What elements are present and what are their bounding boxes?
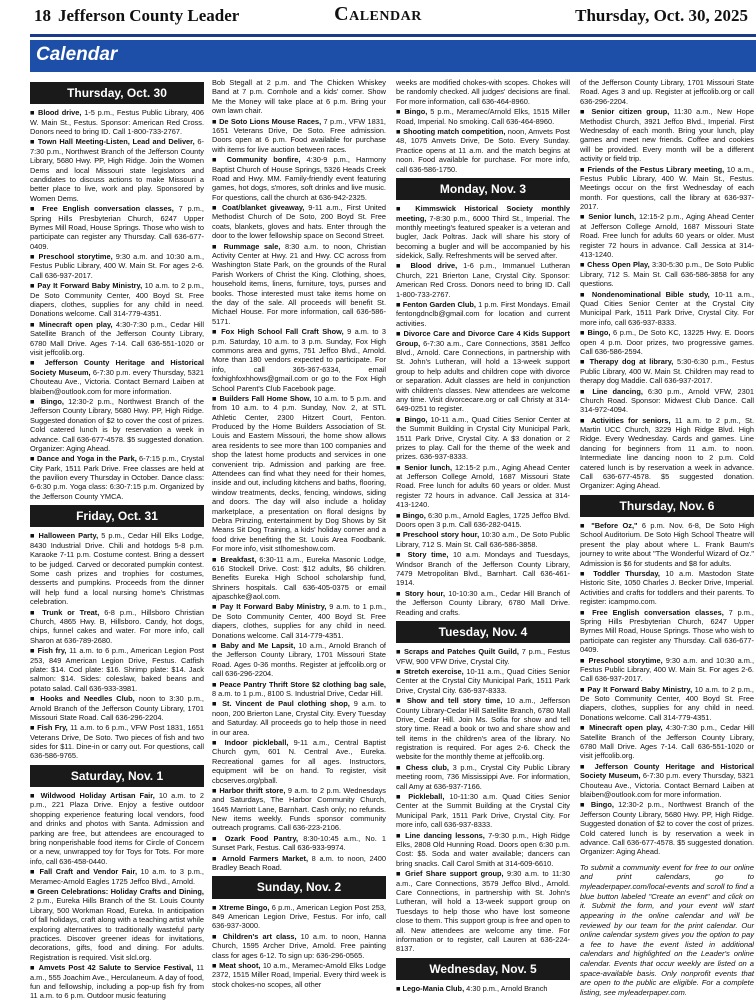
event-title: Bingo, (590, 800, 614, 810)
event-title: Story time, (407, 550, 449, 560)
event-listing: ■ Scraps and Patches Quilt Guild, 7 p.m., Festus VFW, 900 VFW Drive, Crystal City. (396, 647, 570, 666)
event-title: Bingo, (404, 414, 428, 424)
event-title: Children's art class, (222, 931, 297, 941)
event-listing: ■ Divorce Care and Divorce Care 4 Kids Support Group, 6-7:30 a.m., Care Connections, 3581 Jeffco Blvd., Arnold. Care Connections, in partnership with St. John's Lutheran, will hold a 13-week support group to help adults and children cope with divorce or separation. Adult classes are held in conjunction with children's classes. New attendees are welcome any time. Visit divorcecare.org or call Christy at 314-649-0251 to register. (396, 329, 570, 414)
event-details: 10 a.m., Arnold Branch of the Jefferson County Library, 1701 Missouri State Road. Ages 0-36 months. Register at jeffcolib.org or call 636-296-2204. (212, 641, 386, 679)
event-listing: ■ Shooting match competition, noon, Amvets Post 48, 1075 Amvets Drive, De Soto. Every Sunday. Practice opens at 11 a.m. and the match begins at noon. Food available for purchase. For more info, call 636-586-1750. (396, 126, 570, 174)
event-listing: ■ Breakfast, 6:30-11 a.m., Eureka Masonic Lodge, 616 Stockell Drive. Cost: $12 adults, $6 children. Benefits Eureka High School scholarship fund, Shriners hospitals. Call 636-405-0375 or email ajpaschke@aol.com. (212, 554, 386, 602)
event-title: Fenton Garden Club, (402, 300, 476, 310)
event-listing: ■ Wildwood Holiday Artisan Fair, 10 a.m. to 2 p.m., 221 Plaza Drive. Enjoy a festive outdoor shopping experience featuring local vendors, food and drinks and photos with Santa. Admission and parking are free, but attendees are encouraged to bring nonperishable food items for Circle of Concern or a new, unwrapped toy for Toys for Tots. For more info, call 636-458-0440. (30, 791, 204, 866)
event-details: 10 a.m., Jefferson County Library-Cedar Hill Satellite Branch, 6780 Mall Drive, Cedar Hill. Join Ms. Sofia for show and tell story time. Read a book or two and share show and tell items in the children's area of the library. No registration is required. For ages 2-6. Check the website for the monthly theme at jeffcolib.org. (396, 696, 570, 762)
event-title: Blood drive, (37, 108, 82, 118)
event-details: 12:15-2 p.m., Aging Ahead Center at Jefferson College Arnold, 1687 Missouri State Road. Free lunch for adults 60 years or older. Must register 72 hours in advance. Call Jessica at 314-413-1240. (396, 462, 570, 510)
event-listing: ■ Dance and Yoga in the Park, 6-7:15 p.m., Crystal City Park, 1511 Park Drive. Free classes are held at the pavilion every Thursday in October. Dance class: 6-6:30 p.m. Yoga class: 6:30-7:15 p.m. Organized by the Jefferson County YMCA. (30, 454, 204, 501)
event-title: Lego-Mania Club, (402, 983, 465, 993)
event-listing: ■ Activities for seniors, 11 a.m. to 2 p.m., St. Martin UCC Church, 3229 High Ridge Blvd. High Ridge. Every Wednesday. Cards and games. Line dancing for beginners from 11 a.m. to noon. Intermediate line dancing noon to 2 p.m. Cold catered lunch is by reservation a week in advance. Call 636-677-4578. $5 suggested donation. Organizer: Aging Ahead. (580, 415, 754, 491)
event-listing: ■ Blood drive, 1-6 p.m., Immanuel Lutheran Church, 221 Brierton Lane, Crystal City. Sponsor: American Red Cross. Donors need to bring ID. Call 1-800-733-2767. (396, 261, 570, 299)
event-listing: ■ Halloween Party, 5 p.m., Cedar Hill Elks Lodge, 8430 Industrial Drive. Chili and hotdogs 5-8 p.m. Karaoke 7-11 p.m. Costume contest. Bring a dessert to be judged. Carved or decorated pumpkin contest. Some cash prizes and trophies for costumes, desserts and pumpkins. Proceeds from the dinner will help fund a local nursing home's Christmas celebration. (30, 531, 204, 607)
event-details: 8:30 a.m. to noon, Christian Activity Center at Hwy. 21 and Hwy. CC across from Washington State Park, on the grounds of the Rural Parish Workers of Christ the King. Clothing, shoes, household items, linens, furniture, toys, purses and books. Those interested must take items home on the day of the sale. All proceeds will benefit St. Michael House. For more information, call 636-586-5171. (212, 241, 386, 326)
event-title: Bingo, (404, 107, 428, 117)
event-title: Harbor thrift store, (219, 785, 286, 795)
event-details: 7 p.m., Festus VFW, 900 VFW Drive, Crystal City. (396, 647, 570, 666)
event-title: Chess Open Play, (587, 260, 650, 270)
page-number: 18 (34, 6, 51, 25)
event-listing: ■ Arnold Farmers Market, 8 a.m. to noon, 2400 Bradley Beach Road. (212, 853, 386, 873)
event-title: Senior citizen group, (591, 107, 670, 117)
event-details: 10 a.m. to 2 p.m., 221 Plaza Drive. Enjoy a festive outdoor shopping experience featuring local vendors, food and drinks and photos with Santa. Admission and parking are free, but attendees are encouraged to bring nonperishable food items for Circle of Concern or a new, unwrapped toy for Toys for Tots. For more info, call 636-458-0440. (30, 791, 204, 866)
page-header (0, 0, 756, 34)
event-details: 10 a.m. to 2 p.m., De Soto Community Center, 400 Boyd St. Free diapers, clothes, supplies for any child in need. Donations welcome. Call 314-779-4351. (580, 684, 754, 722)
day-heading: Sunday, Nov. 2 (212, 876, 386, 898)
event-details: 7-8:30 p.m., 6000 Third St., Imperial. The monthly meeting's featured speaker is a veteran and bugler, Jack Poltras. Jack will share his story of becoming a bugler and will be accompanied by his sidekick, Sally. Refreshments will be served after. (396, 213, 570, 261)
event-listing: ■ Pickleball, 10-11:30 a.m. Quad Cities Senior Center at the Summit Building at the Crystal City Municipal Park, 1511 Park Drive, Crystal City. For more info, call 636-937-8333. (396, 792, 570, 830)
event-listing: ■ Bingo, 10-11 a.m., Quad Cities Senior Center at the Summit Building in Crystal City Municipal Park, 1511 Park Drive, Crystal City. A $3 donation or 2 prizes to play. Call for the theme of the week and prizes. 636-937-8333. (396, 414, 570, 462)
event-details: 12:30-2 p.m., Northwest Branch of the Jefferson County Library, 5680 Hwy. PP, High Ridge. Suggested donation of $2 to cover the cost of prizes. Cold catered lunch is by reservation a week in advance. Call 636-677-4578. $5 suggested donation. Organizer: Aging Ahead. (580, 800, 754, 857)
event-listing: ■ Coat/blanket giveaway, 9-11 a.m., First United Methodist Church of De Soto, 200 Boyd St. Free coats, blankets, gloves and hats. Enter through the door to the lower fellowship space on Second Street. (212, 203, 386, 241)
event-title: Rummage sale, (223, 241, 281, 251)
event-details: 11 a.m., 555 Joachim Ave., Herculaneum. A day of food, fun and fellowship, including a pop-up fish fry from 11 a.m. to 6 p.m. Outdoor music featuring (30, 963, 204, 1001)
event-title: Fall Craft and Vendor Fair, (39, 867, 137, 877)
event-title: Bingo, (40, 396, 64, 406)
event-title: Halloween Party, (38, 531, 99, 541)
event-details: 8 a.m. to 1 p.m., 8100 S. Industrial Drive, Cedar Hill. (212, 689, 383, 698)
event-details: 6-8 p.m., Hillsboro Christian Church, 4865 Hwy. B, Hillsboro. Candy, hot dogs, chips, funnel cakes and water. For more info, call Sharon at 636-789-2680. (30, 607, 204, 645)
event-title: "Before Oz," (591, 521, 638, 531)
event-listing: ■ Therapy dog at library, 5:30-6:30 p.m., Festus Public Library, 400 W. Main St. Children may read to therapy dog Maddie. Call 636-937-2017. (580, 357, 754, 386)
event-title: Coat/blanket giveaway, (221, 203, 305, 213)
event-title: Baby and Me Lapsit, (220, 641, 296, 651)
event-title: Blood drive, (410, 261, 458, 271)
event-title: Toddler Thursday, (593, 568, 660, 578)
event-details: 9:30 a.m. and 10:30 a.m., Festus Public Library, 400 W. Main St. For ages 2-6. Call 636-937-2017. (580, 655, 754, 684)
event-title: Bingo, (587, 328, 611, 338)
event-details: 11:30 a.m., New Hope Methodist Church, 3921 Jeffco Blvd., Imperial. First Wednesday of each month. Bring your lunch, play games and meet new friends. Coffee and cookies will be provided. Every month will be a different activity or field trip. (580, 107, 754, 164)
event-title: Pickleball, (408, 792, 445, 802)
event-listing: ■ Senior citizen group, 11:30 a.m., New Hope Methodist Church, 3921 Jeffco Blvd., Imperial. First Wednesday of each month. Bring your lunch, play games and meet new friends. Coffee and cookies will be provided. Every month will be a different activity or field trip. (580, 107, 754, 164)
event-details: 4:30 p.m., Arnold Branch (464, 983, 548, 993)
event-listing: ■ Free English conversation classes, 7 p.m., Spring Hills Presbyterian Church, 6247 Upper Byrnes Mill Road, House Springs. Those who wish to participate can register any Thursday. Call 636-677-0409. (30, 204, 204, 251)
event-listing: ■ Minecraft open play, 4:30-7:30 p.m., Cedar Hill Satellite Branch of the Jefferson County Library, 6780 Mall Drive. Ages 7-14. Call 636-551-1020 or visit jeffcolib.org. (580, 723, 754, 761)
column-2 (212, 78, 386, 989)
event-details: 12:15-2 p.m., Aging Ahead Center at Jefferson College Arnold, 1687 Missouri State Road. Free lunch for adults 60 years or older. Must register 72 hours in advance. Call Jessica at 314-413-1240. (580, 212, 754, 260)
event-listing: ■ De Soto Lions Mouse Races, 7 p.m., VFW 1831, 1651 Veterans Drive, De Soto. Free admission. Doors open at 6 p.m. Food available for purchase with items for live auction between races. (212, 116, 386, 154)
event-title: Fish Fry, (37, 723, 68, 733)
submission-note: To submit a community event for free to our online and print calendars, go to myleaderpaper.com/local-events and scroll to find a blue button labeled "Create an event" and click on it. Submit the form, and your event will start appearing in the online calendar and will be reviewed by our team for the print calendar. Our online calendar system gives you the option to pay a fee to have the event listed in additional calendars and highlighted on the Leader's online calendar. Events that occur weekly are listed on a space-available basis. Only nonprofit events that are open to the public are eligible. For a complete listing, see myleaderpaper.com. (580, 862, 754, 998)
day-heading: Monday, Nov. 3 (396, 178, 570, 200)
event-title: Town Hall Meeting-Listen, Lead and Deliver, (37, 137, 195, 147)
event-title: Shooting match competition, (403, 126, 506, 136)
event-listing: ■ St. Vincent de Paul clothing shop, 9 a.m. to noon, 200 Brierton Lane, Crystal City. Every Tuesday and Saturday. All proceeds go to help those in need in our area. (212, 699, 386, 737)
event-listing: ■ Bingo, 12:30-2 p.m., Northwest Branch of the Jefferson County Library, 5680 Hwy. PP, High Ridge. Suggested donation of $2 to cover the cost of prizes. Cold catered lunch is by reservation a week in advance. Call 636-677-4578. $5 suggested donation. Organizer: Aging Ahead. (30, 396, 204, 453)
event-details: 6-7:30 a.m., Care Connections, 3581 Jeffco Blvd., Arnold. Care Connections, in partnership with St. John's Lutheran, will hold a 13-week support group to help adults and children cope with divorce or separation. Adult classes are held in conjunction with children's classes. New attendees are welcome any time. Visit divorcecare.org or call Christy at 314-649-0251 to register. (396, 338, 570, 414)
event-listing: ■ Free English conversation classes, 7 p.m., Spring Hills Presbyterian Church, 6247 Upper Byrnes Mill Road, House Springs. Those who wish to participate can register any Thursday. Call 636-677-0409. (580, 607, 754, 655)
event-details: 6 p.m. Nov. 6-8, De Soto High School Auditorium. De Soto High School Theatre will present the play about where L. Frank Baum's journey to write about "The Wonderful Wizard of Oz." Admission is $6 for students and $8 for adults. (580, 521, 754, 568)
column-1 (30, 78, 205, 1001)
event-title: Breakfast, (220, 554, 257, 564)
event-details: 6:30 p.m., Arnold VFW, 2301 Church Road. Sponsor: Midwest Club Dance. Call 314-972-4094. (580, 386, 754, 415)
event-title: Jefferson County Heritage and Historical Society Museum, (580, 761, 754, 781)
event-listing: ■ Story hour, 10-10:30 a.m., Cedar Hill Branch of the Jefferson County Library, 6780 Mall Drive. Reading and crafts. (396, 588, 570, 617)
event-listing: ■ Pay It Forward Baby Ministry, 9 a.m. to 1 p.m., De Soto Community Center, 400 Boyd St. Free diapers, clothes, supplies for any child in need. Donations welcome. Call 314-779-4351. (212, 602, 386, 640)
event-title: Preschool story hour, (402, 530, 480, 540)
event-listing: ■ Fish fry, 11 a.m. to 6 p.m., American Legion Post 253, 849 American Legion Drive, Festus. Catfish plate: $14. Cod plate: $16. Shrimp plate: $14. Jack salmon: $14. Sides: coleslaw, baked beans and potato salad. Call 636-933-3981. (30, 646, 204, 693)
event-listing: ■ Friends of the Festus Library meeting, 10 a.m., Festus Public Library, 400 W. Main St., Festus. Meetings occur on the first Wednesday of each month. For questions, call the library at 636-937-2017. (580, 164, 754, 212)
event-title: Peace Pantry Thrift Store $2 clothing bag sale, (219, 679, 386, 689)
event-details: 10 a.m. Mastodon State Historic Site, 1050 Charles J. Becker Drive, Imperial. Activities and crafts for toddlers and their parents. To register: icampmo.com. (580, 568, 754, 607)
event-listing: ■ Jefferson County Heritage and Historical Society Museum, 6-7:30 p.m. every Thursday, 5321 Chouteau Ave., Victoria. Contact Bernard Laiben at blaiben@outlook.com for more information. (580, 761, 755, 799)
event-listing: ■ "Before Oz," 6 p.m. Nov. 6-8, De Soto High School Auditorium. De Soto High School Theatre will present the play about where L. Frank Baum's journey to write about "The Wonderful Wizard of Oz." Admission is $6 for students and $8 for adults. (580, 521, 754, 568)
event-details: 2 p.m., Eureka Hills Branch of the St. Louis County Library, 500 Workman Road, Eureka. In anticipation of fall holidays, craft along with a teaching artist while exploring alternatives to traditionally wasteful party practices. Discover greener ideas for invitations, decorations, gifts, food and dining. For adults. Registration is required. Visit slcl.org. (30, 896, 204, 962)
event-listing: ■ Trunk or Treat, 6-8 p.m., Hillsboro Christian Church, 4865 Hwy. B, Hillsboro. Candy, hot dogs, chips, funnel cakes and water. For more info, call Sharon at 636-789-2680. (30, 607, 204, 645)
day-heading: Wednesday, Nov. 5 (396, 958, 570, 980)
event-title: Therapy dog at library, (589, 357, 674, 367)
event-details: 3 p.m., Crystal City Public Library meeting room, 736 Mississippi Ave. For information, call Amy at 636-937-7166. (396, 762, 570, 791)
event-title: Stretch exercise, (403, 666, 464, 676)
event-details: 6-7:30 p.m. every Thursday, 5321 Chouteau Ave., Victoria. Contact Bernard Laiben at blaiben@outlook.com for more information. (580, 771, 755, 799)
event-listing: ■ Xtreme Bingo, 6 p.m., American Legion Post 253, 849 American Legion Drive, Festus. For info, call 636-937-3000. (212, 902, 386, 931)
calendar-banner (30, 40, 756, 72)
event-listing: ■ Peace Pantry Thrift Store $2 clothing bag sale, 8 a.m. to 1 p.m., 8100 S. Industrial Drive, Cedar Hill. (212, 679, 386, 698)
event-title: Fish fry, (37, 646, 67, 656)
event-title: Preschool storytime, (588, 655, 663, 665)
event-listing: ■ Jefferson County Heritage and Historical Society Museum, 6-7:30 p.m. every Thursday, 5321 Chouteau Ave., Victoria. Contact Bernard Laiben at blaiben@outlook.com for more information. (30, 358, 205, 396)
event-listing: ■ Preschool story hour, 10:30 a.m., De Soto Public Library, 712 S. Main St. Call 636-586-3858. (396, 530, 570, 549)
event-title: Meat shoot, (219, 961, 261, 970)
event-details: 6 p.m., American Legion Post 253, 849 American Legion Drive, Festus. For info, call 636-937-3000. (212, 902, 386, 931)
event-title: Grief Share support group, (405, 869, 504, 879)
event-title: Line dancing, (592, 386, 643, 396)
event-details: 10 a.m. to 3 p.m., Meramec-Arnold Eagles 1725 Jeffco Blvd., Arnold. (30, 867, 204, 886)
event-details: 10-10:30 a.m., Cedar Hill Branch of the Jefferson County Library, 6780 Mall Drive. Reading and crafts. (396, 588, 570, 617)
event-title: De Soto Lions Mouse Races, (219, 116, 322, 126)
event-listing: ■ Ozark Food Pantry, 8:30-10:45 a.m., No. 1 Sunset Park, Festus. Call 636-933-9974. (212, 833, 386, 853)
event-title: Wildwood Holiday Artisan Fair, (40, 791, 155, 801)
day-heading: Thursday, Oct. 30 (30, 82, 204, 104)
event-details: 9-11 a.m., First United Methodist Church of De Soto, 200 Boyd St. Free coats, blankets, gloves and hats. Enter through the door to the lower fellowship space on Second Street. (212, 203, 386, 241)
event-title: Minecraft open play, (39, 319, 113, 329)
event-listing: ■ Pay It Forward Baby Ministry, 10 a.m. to 2 p.m., De Soto Community Center, 400 Boyd St. Free diapers, clothes, supplies for any child in need. Donations welcome. Call 314-779-4351. (30, 281, 204, 319)
event-listing: ■ Preschool storytime, 9:30 a.m. and 10:30 a.m., Festus Public Library, 400 W. Main St. For ages 2-6. Call 636-937-2017. (30, 252, 204, 280)
event-title: Pay It Forward Baby Ministry, (37, 281, 143, 291)
event-listing: ■ Senior lunch, 12:15-2 p.m., Aging Ahead Center at Jefferson College Arnold, 1687 Missouri State Road. Free lunch for adults 60 years or older. Must register 72 hours in advance. Call Jessica at 314-413-1240. (396, 462, 570, 510)
event-details: 11 a.m. to 6 p.m., American Legion Post 253, 849 American Legion Drive, Festus. Catfish plate: $14. Cod plate: $16. Shrimp plate: $14. Jack salmon: $14. Sides: coleslaw, baked beans and potato salad. Call 636-933-3981. (30, 646, 204, 693)
event-listing: ■ Indoor pickleball, 9-11 a.m., Central Baptist Church gym, 601 N. Central Ave., Eureka. Recreational games for all ages. Instructors, equipment will be on hand. To register, visit cbcserves.org/pball. (212, 737, 386, 785)
event-title: Chess club, (405, 762, 449, 772)
column-4 (580, 78, 755, 998)
event-listing: ■ Line dancing, 6:30 p.m., Arnold VFW, 2301 Church Road. Sponsor: Midwest Club Dance. Call 314-972-4094. (580, 386, 754, 415)
event-title: Ozark Food Pantry, (224, 833, 299, 843)
event-details: 6-7:15 p.m., Crystal City Park, 1511 Park Drive. Free classes are held at the pavilion every Thursday in October. Dance class: 6-6:30 p.m. Yoga class: 6:30-7:15 p.m. Organized by the Jefferson County YMCA. (30, 454, 204, 501)
event-details: 6:30-11 a.m., Eureka Masonic Lodge, 616 Stockell Drive. Cost: $12 adults, $6 children. Benefits Eureka High School scholarship fund, Shriners hospitals. Call 636-405-0375 or email ajpaschke@aol.com. (212, 554, 386, 602)
event-continuation: weeks are modified chokes-with scopes. Chokes will be randomly checked. All judges' decisions are final. For more information, call 636-464-8960. (396, 78, 570, 106)
event-title: Free English conversation classes, (42, 204, 174, 214)
event-details: 10-11:30 a.m. Quad Cities Senior Center at the Summit Building at the Crystal City Municipal Park, 1511 Park Drive, Crystal City. For more info, call 636-937-8333. (396, 792, 570, 830)
event-listing: ■ Kimmswick Historical Society monthly meeting, 7-8:30 p.m., 6000 Third St., Imperial. The monthly meeting's featured speaker is a veteran and bugler, Jack Poltras. Jack will share his story of becoming a bugler and will be accompanied by his sidekick, Sally. Refreshments will be served after. (396, 204, 570, 261)
event-details: 8 a.m. to noon, 2400 Bradley Beach Road. (212, 853, 386, 873)
banner-title: Calendar (36, 44, 118, 65)
event-title: Xtreme Bingo, (219, 902, 270, 912)
event-title: Senior lunch, (588, 212, 637, 222)
event-title: Kimmswick Historical Society monthly meeting, (396, 204, 570, 223)
event-listing: ■ Nondenominational Bible study, 10-11 a.m., Quad Cities Senior Center at the Crystal City Municipal Park, 1511 Park Drive, Crystal City. For more info, call 636-937-8333. (580, 289, 754, 327)
event-details: 7 p.m., VFW 1831, 1651 Veterans Drive, De Soto. Free admission. Doors open at 6 p.m. Food available for purchase with items for live auction between races. (212, 116, 386, 154)
event-details: 6-7:30 p.m., Northwest Branch of the Jefferson County Library, 5680 Hwy. PP, High Ridge. Join the Women Dems and local Missouri state legislators and candidates to discuss actions to make Missouri a better place to live, work and play. Sponsored by Women Dems. (30, 137, 205, 203)
event-listing: ■ Meat shoot, 10 a.m., Meramec-Arnold Elks Lodge 2372, 1515 Miller Road, Imperial. Every third week is stock chokes-no scopes, all other (212, 961, 386, 989)
event-title: Green Celebrations: Holiday Crafts and Dining, (37, 887, 204, 896)
column-3 (396, 78, 570, 993)
event-details: noon, Amvets Post 48, 1075 Amvets Drive, De Soto. Every Sunday. Practice opens at 11 a.m. and the match begins at noon. Food available for purchase. For more info, call 636-586-1750. (396, 126, 570, 174)
event-details: 4:30-9 p.m., Harmony Baptist Church of House Springs, 5326 Heads Creek Road and Hwy. MM. Family-friendly event featuring games, hot dogs, s'mores, soft drinks and live music. For questions, call the church at 636-942-2325. (212, 155, 386, 202)
event-title: St. Vincent de Paul clothing shop, (222, 699, 350, 709)
event-listing: ■ Preschool storytime, 9:30 a.m. and 10:30 a.m., Festus Public Library, 400 W. Main St. For ages 2-6. Call 636-937-2017. (580, 655, 754, 684)
event-details: 11 a.m. to 2 p.m., St. Martin UCC Church, 3229 High Ridge Blvd. High Ridge. Every Wednesday. Cards and games. Line dancing for beginners from 11 a.m. to noon. Intermediate line dancing noon to 2 p.m. Cold catered lunch is by reservation a week in advance. Call 636-677-4578. $5 suggested donation. Organizer: Aging Ahead. (580, 415, 754, 491)
event-title: Community bonfire, (226, 155, 301, 165)
event-listing: ■ Community bonfire, 4:30-9 p.m., Harmony Baptist Church of House Springs, 5326 Heads Creek Road and Hwy. MM. Family-friendly event featuring games, hot dogs, s'mores, soft drinks and live music. For questions, call the church at 636-942-2325. (212, 155, 386, 202)
event-title: Fox High School Fall Craft Show, (221, 327, 344, 337)
event-listing: ■ Story time, 10 a.m. Mondays and Tuesdays, Windsor Branch of the Jefferson County Library, 7479 Metropolitan Blvd., Barnhart. Call 636-461-1914. (396, 550, 570, 588)
event-listing: ■ Lego-Mania Club, 4:30 p.m., Arnold Branch (396, 983, 548, 993)
event-title: Pay It Forward Baby Ministry, (587, 684, 693, 694)
event-details: 9:30 a.m. and 10:30 a.m., Festus Public Library, 400 W. Main St. For ages 2-6. Call 636-937-2017. (30, 252, 204, 280)
event-listing: ■ Green Celebrations: Holiday Crafts and Dining, 2 p.m., Eureka Hills Branch of the St. Louis County Library, 500 Workman Road, Eureka. In anticipation of fall holidays, craft along with a teaching artist while exploring alternatives to traditionally wasteful party practices. Discover greener ideas for invitations, decorations, gifts, food and dining. For adults. Registration is required. Visit slcl.org. (30, 887, 204, 962)
event-details: 4:30-7:30 p.m., Cedar Hill Satellite Branch of the Jefferson County Library, 6780 Mall Drive. Ages 7-14. Call 636-551-1020 or visit jeffcolib.org. (580, 723, 754, 761)
event-title: Arnold Farmers Market, (221, 853, 308, 863)
event-title: Trunk or Treat, (42, 607, 100, 617)
event-listing: ■ Pay It Forward Baby Ministry, 10 a.m. to 2 p.m., De Soto Community Center, 400 Boyd St. Free diapers, clothes, supplies for any child in need. Donations welcome. Call 314-779-4351. (580, 684, 754, 722)
event-listing: ■ Minecraft open play, 4:30-7:30 p.m., Cedar Hill Satellite Branch of the Jefferson County Library, 6780 Mall Drive. Ages 7-14. Call 636-551-1020 or visit jeffcolib.org. (30, 319, 204, 357)
issue-date: Thursday, Oct. 30, 2025 (575, 6, 748, 25)
event-details: 6:30 p.m., Arnold Eagles, 1725 Jeffco Blvd. Doors open 3 p.m. Call 636-282-0415. (396, 510, 570, 530)
event-details: 9 a.m. to noon, 200 Brierton Lane, Crystal City. Every Tuesday and Saturday. All proceeds go to help those in need in our area. (212, 699, 386, 737)
event-listing: ■ Bingo, 6:30 p.m., Arnold Eagles, 1725 Jeffco Blvd. Doors open 3 p.m. Call 636-282-0415. (396, 510, 570, 530)
event-title: Divorce Care and Divorce Care 4 Kids Support Group, (396, 329, 570, 348)
event-listing: ■ Bingo, 6 p.m., De Soto KC, 13225 Hwy. E. Doors open 4 p.m. Door prizes, two progressive games. Call 636-586-2594. (580, 328, 754, 356)
event-title: Friends of the Festus Library meeting, (587, 164, 725, 174)
event-listing: ■ Builders Fall Home Show, 10 a.m. to 5 p.m. and from 10 a.m. to 4 p.m. Sunday, Nov. 2, at STL Athletic Center, 2300 Hitzert Court, Fenton. Produced by the Home Builders Association of St. Louis and Eastern Missouri, the home show allows area residents to see more than 100 companies and shop the latest home products and services in one convenient trip. Admission and parking are free. Attendees can find what they need for their homes, inside and out, including kitchens and baths, flooring, window treatments, decks, fencing, windows, siding and doors. The day will also include a holiday marketplace, a presentation on floral designs by Debra Prinzing, entertainment by Dog Shows by Sit Means Sit Dog Training, a kids' holiday corner and a food drive benefiting the St. Louis Area Foodbank. For more info, visit stlhomeshow.com. (212, 393, 386, 554)
day-heading: Thursday, Nov. 6 (580, 495, 754, 517)
event-details: 11 a.m. to 6 p.m., VFW Post 1831, 1651 Veterans Drive, De Soto. Two pieces of fish and two sides for $11. Dine-in or carry out. For questions, call 636-586-9765. (30, 723, 204, 761)
event-title: Hooks and Needles Club, (40, 694, 135, 704)
event-title: Jefferson County Heritage and Historical Society Museum, (30, 358, 204, 377)
event-details: 12:30-2 p.m., Northwest Branch of the Jefferson County Library, 5680 Hwy. PP, High Ridge. Suggested donation of $2 to cover the cost of prizes. Cold catered lunch is by reservation a week in advance. Call 636-677-4578. $5 suggested donation. Organizer: Aging Ahead. (30, 396, 204, 453)
event-title: Builders Fall Home Show, (219, 393, 312, 403)
section-name: Calendar (334, 3, 422, 25)
event-listing: ■ Hooks and Needles Club, noon to 3:30 p.m., Arnold Branch of the Jefferson County Library, 1701 Missouri State Road. Call 636-296-2204. (30, 694, 204, 722)
event-listing: ■ Chess club, 3 p.m., Crystal City Public Library meeting room, 736 Mississippi Ave. For information, call Amy at 636-937-7166. (396, 762, 570, 791)
event-details: 10-11 a.m., Quad Cities Senior Center at the Summit Building in Crystal City Municipal Park, 1511 Park Drive, Crystal City. A $3 donation or 2 prizes to play. Call for the theme of the week and prizes. 636-937-8333. (396, 414, 570, 462)
event-details: 10 a.m., Meramec-Arnold Elks Lodge 2372, 1515 Miller Road, Imperial. Every third week is stock chokes-no scopes, all other (212, 961, 386, 989)
event-title: Preschool storytime, (38, 252, 113, 262)
event-listing: ■ Amvets Post 42 Salute to Service Festival, 11 a.m., 555 Joachim Ave., Herculaneum. A day of food, fun and fellowship, including a pop-up fish fry from 11 a.m. to 6 p.m. Outdoor music featuring (30, 963, 204, 1001)
event-details: 7-9:30 p.m., High Ridge Elks, 2808 Old Hunning Road. Doors open 6:30 p.m. Cost: $5. Soda and water available; dancers can bring snacks. Call Carol Smith at 314-609-6610. (396, 830, 570, 868)
day-heading: Friday, Oct. 31 (30, 505, 204, 527)
day-heading: Saturday, Nov. 1 (30, 765, 204, 787)
event-title: Story hour, (404, 588, 446, 598)
event-listing: ■ Bingo, 12:30-2 p.m., Northwest Branch of the Jefferson County Library, 5680 Hwy. PP, High Ridge. Suggested donation of $2 to cover the cost of prizes. Cold catered lunch is by reservation a week in advance. Call 636-677-4578. $5 suggested donation. Organizer: Aging Ahead. (580, 800, 754, 857)
event-details: 5:30-6:30 p.m., Festus Public Library, 400 W. Main St. Children may read to therapy dog Maddie. Call 636-937-2017. (580, 357, 754, 386)
event-listing: ■ Grief Share support group, 9:30 a.m. to 11:30 a.m., Care Connections, 3579 Jeffco Blvd., Arnold. Care Connections, in partnership with St. John's Lutheran, will hold a 13-week support group on Tuesdays to help those who have lost someone close to them. This support group is free and open to all. New attendees are welcome any time. For information or to register, call Lauren at 636-224-8137. (396, 869, 570, 954)
event-title: Free English conversation classes, (592, 607, 724, 617)
event-details: 10 a.m. Mondays and Tuesdays, Windsor Branch of the Jefferson County Library, 7479 Metropolitan Blvd., Barnhart. Call 636-461-1914. (396, 550, 570, 588)
event-continuation: of the Jefferson County Library, 1701 Missouri State Road. Ages 3 and up. Register at jeffcolib.org or call 636-296-2204. (580, 78, 754, 106)
event-details: 9 a.m. to 1 p.m., De Soto Community Center, 400 Boyd St. Free diapers, clothes, supplies for any child in need. Donations welcome. Call 314-779-4351. (212, 602, 386, 640)
event-details: 10 a.m. to noon, Hanna Church, 1595 Archer Drive, Arnold. Free painting class for ages 6-12. To sign up: 636-296-0565. (212, 931, 386, 960)
event-listing: ■ Senior lunch, 12:15-2 p.m., Aging Ahead Center at Jefferson College Arnold, 1687 Missouri State Road. Free lunch for adults 60 years or older. Must register 72 hours in advance. Call Jessica at 314-413-1240. (580, 212, 754, 260)
event-details: 9-11 a.m., Central Baptist Church gym, 601 N. Central Ave., Eureka. Recreational games for all ages. Instructors, equipment will be on hand. To register, visit cbcserves.org/pball. (212, 737, 386, 785)
event-details: 3:30-5:30 p.m., De Soto Public Library, 712 S. Main St. Call 636-586-3858 for any questions. (580, 260, 754, 289)
event-listing: ■ Harbor thrift store, 9 a.m. to 2 p.m. Wednesdays and Saturdays, The Harbor Community Church, 1645 Marriott Lane, Barnhart. Cash only; no refunds. New items weekly. Funds sponsor community outreach programs. Call 636-223-2106. (212, 785, 386, 833)
event-details: 9:30 a.m. to 11:30 a.m., Care Connections, 3579 Jeffco Blvd., Arnold. Care Connections, in partnership with St. John's Lutheran, will hold a 13-week support group on Tuesdays to help those who have lost someone close to them. This support group is free and open to all. New attendees are welcome any time. For information or to register, call Lauren at 636-224-8137. (396, 869, 570, 954)
event-details: noon to 3:30 p.m., Arnold Branch of the Jefferson County Library, 1701 Missouri State Road. Call 636-296-2204. (30, 694, 204, 722)
event-details: 10-11 a.m., Quad Cities Senior Center at the Crystal City Municipal Park, 1511 Park Drive, Crystal City. 636-937-8333. (396, 666, 570, 695)
event-listing: ■ Line dancing lessons, 7-9:30 p.m., High Ridge Elks, 2808 Old Hunning Road. Doors open 6:30 p.m. Cost: $5. Soda and water available; dancers can bring snacks. Call Carol Smith at 314-609-6610. (396, 830, 570, 868)
event-continuation: Bob Stegall at 2 p.m. and The Chicken Whiskey Band at 7 p.m. Cornhole and a kids' corner. Show Me the Money will take place at 6 p.m. Bring your own lawn chair. (212, 78, 386, 116)
event-listing: ■ Show and tell story time, 10 a.m., Jefferson County Library-Cedar Hill Satellite Branch, 6780 Mall Drive, Cedar Hill. Join Ms. Sofia for show and tell story time. Read a book or two and share show and tell items in the children's area of the library. No registration is required. For ages 2-6. Check the website for the monthly theme at jeffcolib.org. (396, 696, 570, 762)
event-details: 10:30 a.m., De Soto Public Library, 712 S. Main St. Call 636-586-3858. (396, 530, 570, 549)
event-title: Line dancing lessons, (405, 830, 485, 840)
event-listing: ■ Stretch exercise, 10-11 a.m., Quad Cities Senior Center at the Crystal City Municipal Park, 1511 Park Drive, Crystal City. 636-937-8333. (396, 666, 570, 695)
event-title: Dance and Yoga in the Park, (36, 454, 137, 464)
event-details: 7 p.m., Spring Hills Presbyterian Church, 6247 Upper Byrnes Mill Road, House Springs. Those who wish to participate can register any Thursday. Call 636-677-0409. (30, 204, 204, 251)
event-listing: ■ Blood drive, 1-5 p.m., Festus Public Library, 406 W. Main St., Festus. Sponsor: American Red Cross. Donors need to bring ID. Call 1-800-733-2767. (30, 108, 204, 137)
event-listing: ■ Fish Fry, 11 a.m. to 6 p.m., VFW Post 1831, 1651 Veterans Drive, De Soto. Two pieces of fish and two sides for $11. Dine-in or carry out. For questions, call 636-586-9765. (30, 723, 204, 761)
event-title: Amvets Post 42 Salute to Service Festival, (38, 963, 194, 973)
event-listing: ■ Children's art class, 10 a.m. to noon, Hanna Church, 1595 Archer Drive, Arnold. Free painting class for ages 6-12. To sign up: 636-296-0565. (212, 931, 386, 960)
event-title: Indoor pickleball, (224, 737, 289, 747)
event-title: Senior lunch, (404, 462, 453, 472)
event-details: 10 a.m. to 2 p.m., De Soto Community Center, 400 Boyd St. Free diapers, clothes, supplies for any child in need. Donations welcome. Call 314-779-4351. (30, 281, 204, 319)
event-details: 10 a.m., Festus Public Library, 400 W. Main St., Festus. Meetings occur on the first Wednesday of each month. For questions, call the library at 636-937-2017. (580, 164, 754, 212)
event-details: 8:30-10:45 a.m., No. 1 Sunset Park, Festus. Call 636-933-9974. (212, 833, 386, 853)
publication-name: Jefferson County Leader (58, 6, 240, 25)
header-rule (30, 34, 756, 37)
event-title: Minecraft open play, (589, 723, 663, 733)
event-details: 10 a.m. to 5 p.m. and from 10 a.m. to 4 p.m. Sunday, Nov. 2, at STL Athletic Center, 2300 Hitzert Court, Fenton. Produced by the Home Builders Association of St. Louis and Eastern Missouri, the home show allows area residents to see more than 100 companies and shop the latest home products and services in one convenient trip. Admission and parking are free. Attendees can find what they need for their homes, inside and out, including kitchens and baths, flooring, window treatments, decks, fencing, windows, siding and doors. The day will also include a holiday marketplace, a presentation on floral designs by Debra Prinzing, entertainment by Dog Shows by Sit Means Sit Dog Training, a kids' holiday corner and a food drive benefiting the St. Louis Area Foodbank. For more info, visit stlhomeshow.com. (212, 393, 386, 554)
event-listing: ■ Fox High School Fall Craft Show, 9 a.m. to 3 p.m. Saturday, 10 a.m. to 3 p.m. Sunday, Fox High commons area and gyms, 751 Jeffco Blvd., Arnold. More than 180 vendors expected to participate. For info, call 365-367-6334, email foxhighfoxhhows@gmail.com or go to the Fox High School Parent's Club Facebook page. (212, 327, 386, 393)
event-details: 4:30-7:30 p.m., Cedar Hill Satellite Branch of the Jefferson County Library, 6780 Mall Drive. Ages 7-14. Call 636-551-1020 or visit jeffcolib.org. (30, 319, 204, 357)
event-details: 10-11 a.m., Quad Cities Senior Center at the Crystal City Municipal Park, 1511 Park Drive, Crystal City. For more info, call 636-937-8333. (580, 289, 754, 327)
event-listing: ■ Bingo, 5 p.m., Meramec/Arnold Elks, 1515 Miller Road, Imperial. No smoking. Call 636-464-8960. (396, 107, 570, 126)
day-heading: Tuesday, Nov. 4 (396, 621, 570, 643)
event-details: 5 p.m., Cedar Hill Elks Lodge, 8430 Industrial Drive. Chili and hotdogs 5-8 p.m. Karaoke 7-11 p.m. Costume contest. Bring a dessert to be judged. Carved or decorated pumpkin contest. Some cash prizes and trophies for costumes, desserts and pumpkins. Proceeds from the dinner will help fund a local nursing home's Christmas celebration. (30, 531, 204, 607)
event-title: Scraps and Patches Quilt Guild, (403, 647, 519, 657)
event-listing: ■ Fenton Garden Club, 1 p.m. First Mondays. Email fentongdnclb@gmail.com for location and current activities. (396, 300, 570, 328)
event-listing: ■ Toddler Thursday, 10 a.m. Mastodon State Historic Site, 1050 Charles J. Becker Drive, Imperial. Activities and crafts for toddlers and their parents. To register: icampmo.com. (580, 568, 754, 607)
event-title: Pay It Forward Baby Ministry, (220, 602, 327, 612)
event-listing: ■ Rummage sale, 8:30 a.m. to noon, Christian Activity Center at Hwy. 21 and Hwy. CC across from Washington State Park, on the grounds of the Rural Parish Workers of Christ the King. Clothing, shoes, household items, linens, furniture, toys, purses and books. Those interested must take items home on the day of the sale. All proceeds will benefit St. Michael House. For more information, call 636-586-5171. (212, 241, 386, 326)
event-listing: ■ Fall Craft and Vendor Fair, 10 a.m. to 3 p.m., Meramec-Arnold Eagles 1725 Jeffco Blvd., Arnold. (30, 867, 204, 886)
event-details: 1 p.m. First Mondays. Email fentongdnclb@gmail.com for location and current activities. (396, 300, 570, 328)
event-details: 6 p.m., De Soto KC, 13225 Hwy. E. Doors open 4 p.m. Door prizes, two progressive games. Call 636-586-2594. (580, 328, 754, 356)
event-title: Bingo, (402, 510, 426, 520)
event-details: 9 a.m. to 3 p.m. Saturday, 10 a.m. to 3 p.m. Sunday, Fox High commons area and gyms, 751 Jeffco Blvd., Arnold. More than 180 vendors expected to participate. For info, call 365-367-6334, email foxhighfoxhhows@gmail.com or go to the Fox High School Parent's Club Facebook page. (212, 327, 386, 393)
event-title: Nondenominational Bible study, (591, 289, 710, 299)
event-details: 9 a.m. to 2 p.m. Wednesdays and Saturdays, The Harbor Community Church, 1645 Marriott Lane, Barnhart. Cash only; no refunds. New items weekly. Funds sponsor community outreach programs. Call 636-223-2106. (212, 785, 386, 833)
event-listing: ■ Town Hall Meeting-Listen, Lead and Deliver, 6-7:30 p.m., Northwest Branch of the Jefferson County Library, 5680 Hwy. PP, High Ridge. Join the Women Dems and local Missouri state legislators and candidates to discuss actions to make Missouri a better place to live, work and play. Sponsored by Women Dems. (30, 137, 205, 203)
event-listing: ■ Chess Open Play, 3:30-5:30 p.m., De Soto Public Library, 712 S. Main St. Call 636-586-3858 for any questions. (580, 260, 754, 289)
event-details: 7 p.m., Spring Hills Presbyterian Church, 6247 Upper Byrnes Mill Road, House Springs. Those who wish to participate can register any Thursday. Call 636-677-0409. (580, 607, 754, 655)
event-title: Show and tell story time, (406, 696, 503, 706)
event-title: Activities for seniors, (590, 415, 671, 425)
event-details: 1-6 p.m., Immanuel Lutheran Church, 221 Brierton Lane, Crystal City. Sponsor: American Red Cross. Donors need to bring ID. Call 1-800-733-2767. (396, 261, 570, 299)
event-details: 6-7:30 p.m. every Thursday, 5321 Chouteau Ave., Victoria. Contact Bernard Laiben at blaiben@outlook.com for more information. (30, 367, 205, 396)
event-listing: ■ Baby and Me Lapsit, 10 a.m., Arnold Branch of the Jefferson County Library, 1701 Missouri State Road. Ages 0-36 months. Register at jeffcolib.org or call 636-296-2204. (212, 641, 386, 679)
event-details: 1-5 p.m., Festus Public Library, 406 W. Main St., Festus. Sponsor: American Red Cross. Donors need to bring ID. Call 1-800-733-2767. (30, 108, 204, 137)
event-details: 5 p.m., Meramec/Arnold Elks, 1515 Miller Road, Imperial. No smoking. Call 636-464-8960. (396, 107, 570, 126)
